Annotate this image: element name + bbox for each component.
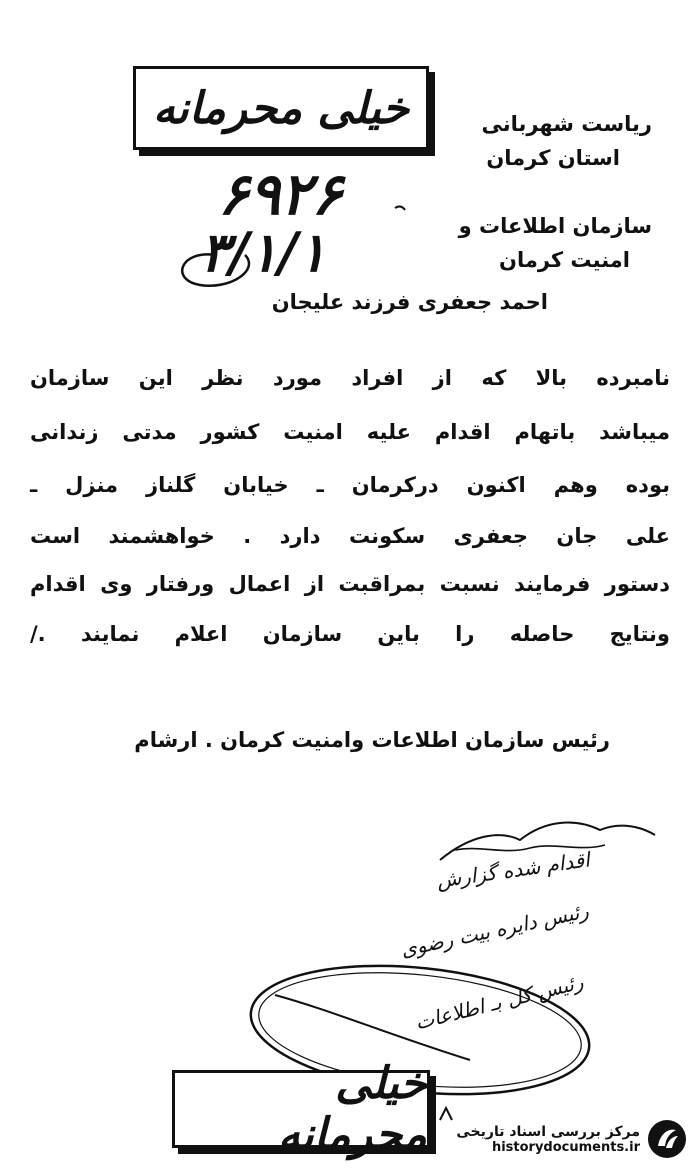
watermark-url: historydocuments.ir <box>491 1139 640 1155</box>
header-line-organization: سازمان اطلاعات و <box>458 214 652 238</box>
body-line: علی جان جعفری سکونت دارد . خواهشمند است <box>30 524 670 548</box>
body-line: ونتایج حاصله را باین سازمان اعلام نمایند ./ <box>30 622 670 646</box>
signature-scribble <box>440 823 655 860</box>
signoff-line: رئیس سازمان اطلاعات وامنیت کرمان . ارشام <box>134 728 610 752</box>
header-line-police: ریاست شهربانی <box>481 112 652 136</box>
watermark <box>456 1118 688 1160</box>
body-line: میباشد باتهام اقدام علیه امنیت کشور مدتی زندانی <box>30 420 670 444</box>
archive-logo-icon <box>646 1118 688 1160</box>
header-line-security: امنیت کرمان <box>499 248 630 272</box>
watermark-fa: مرکز بررسی اسناد تاریخی <box>456 1123 640 1140</box>
handwritten-date: ۳/۱/۱ <box>200 220 327 284</box>
pen-hook <box>395 206 405 210</box>
pen-mark <box>440 1108 452 1120</box>
subject-line: احمد جعفری فرزند علیجان <box>271 290 548 314</box>
pen-curl <box>182 254 249 285</box>
signature-scribble <box>455 845 605 851</box>
handwritten-note: اقدام شده گزارش <box>434 847 591 893</box>
body-line: بوده وهم اکنون درکرمان ـ خیابان گلناز منزل ـ <box>30 473 670 497</box>
confidential-stamp-top: خیلی محرمانه <box>133 66 429 150</box>
confidential-stamp-bottom: خیلی محرمانه <box>172 1070 430 1148</box>
handwritten-note: رئیس کل بـ اطلاعات <box>412 969 586 1035</box>
watermark-text <box>456 1124 640 1155</box>
handwritten-reference-number: ۶۹۲۶ <box>218 160 343 228</box>
body-line: دستور فرمایند نسبت بمراقبت از اعمال ورفتار وی اقدام <box>30 572 670 596</box>
header-line-province: استان کرمان <box>486 146 620 170</box>
pen-stroke <box>275 995 470 1060</box>
body-line: نامبرده بالا که از افراد مورد نظر این سازمان <box>30 366 670 390</box>
handwritten-note: رئیس دایره بیت رضوی <box>398 898 591 962</box>
